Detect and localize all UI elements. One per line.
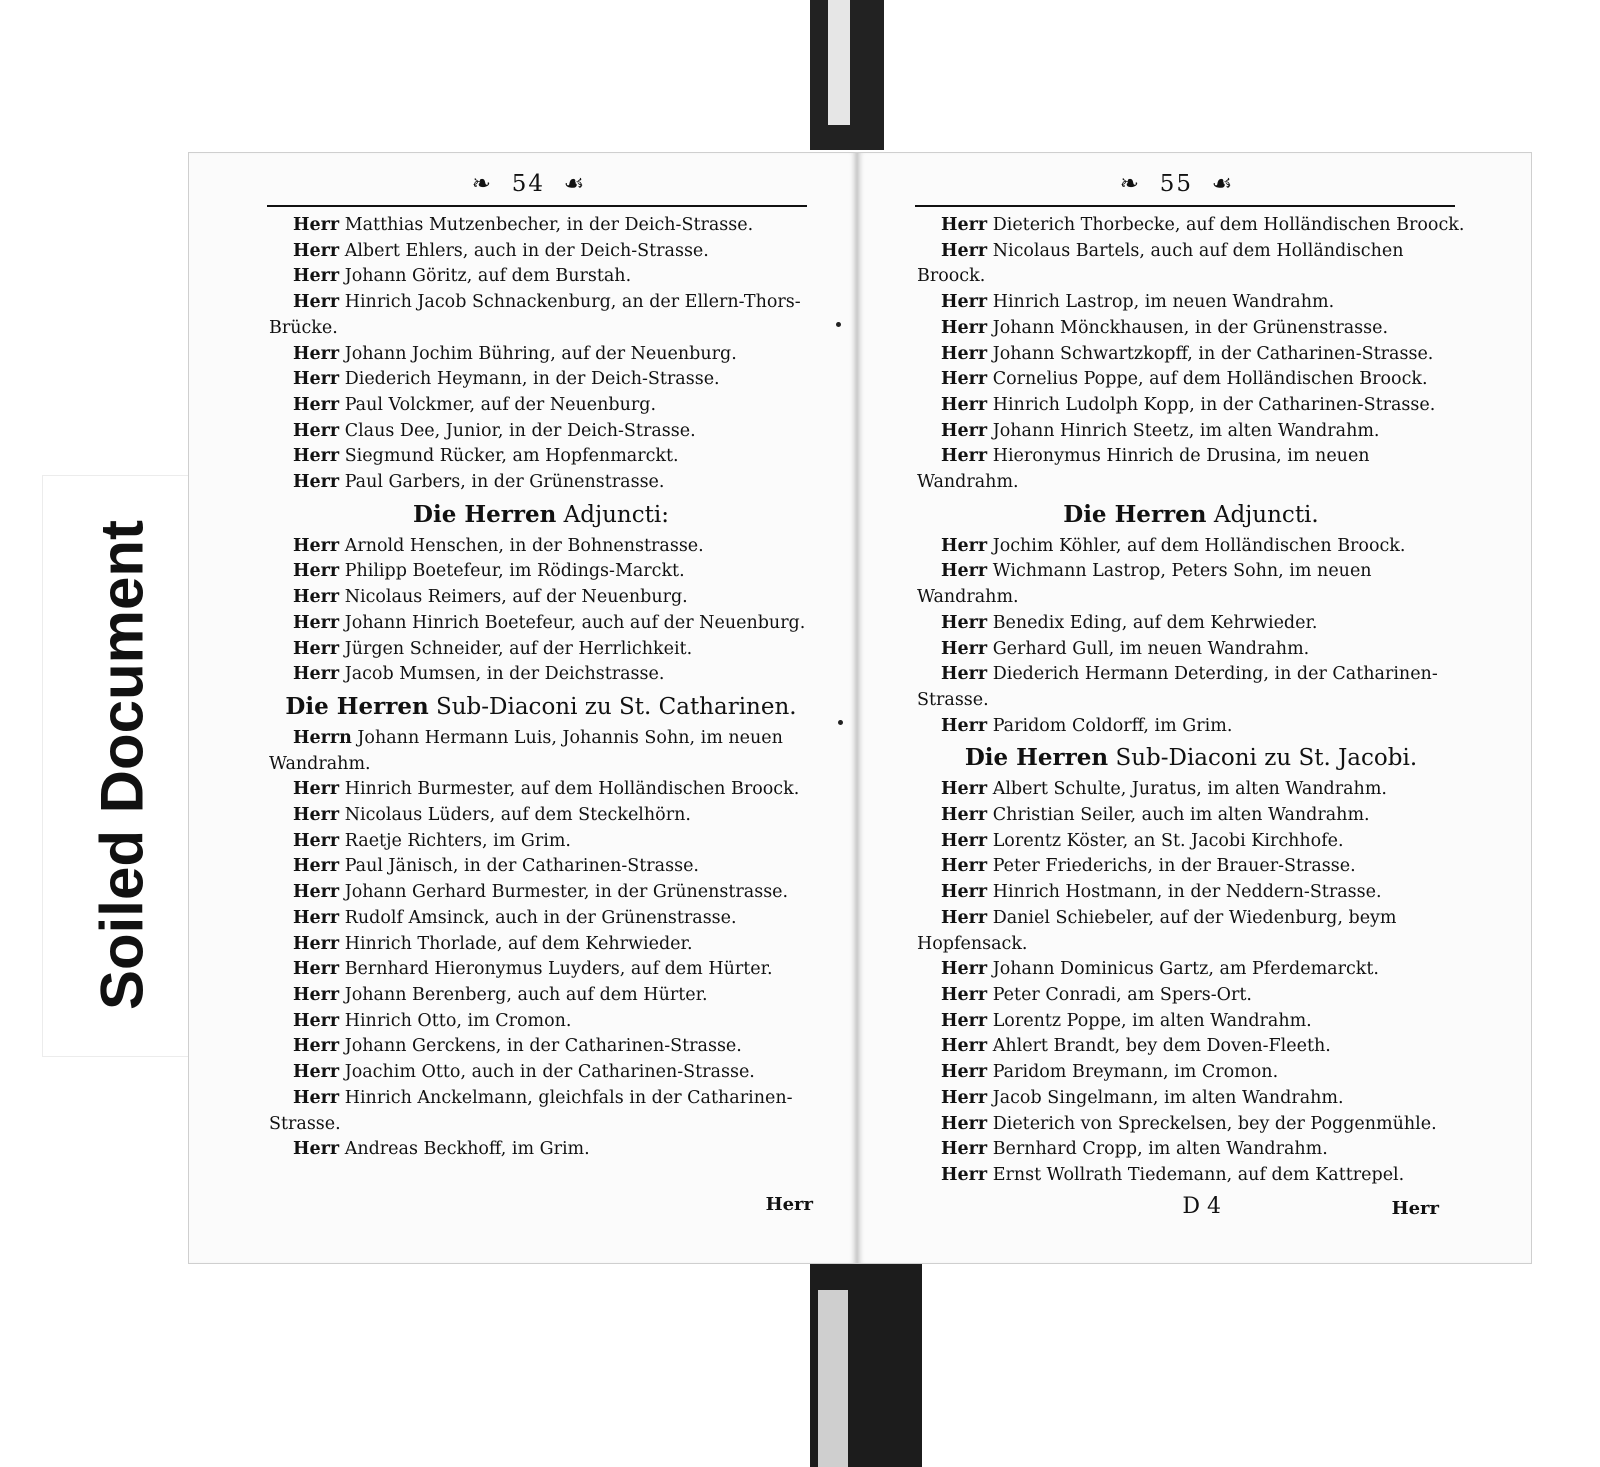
header-ornament-left-icon: ❧ bbox=[471, 171, 512, 197]
catchword: Herr bbox=[1391, 1198, 1439, 1219]
entry-title: Herr bbox=[293, 856, 340, 877]
entry-title: Herr bbox=[293, 959, 340, 980]
page-number: 55 bbox=[1159, 171, 1193, 197]
entry-title: Herr bbox=[293, 1087, 340, 1108]
entry-title: Herr bbox=[941, 1087, 988, 1108]
header-rule bbox=[267, 205, 807, 207]
binding-strip-top bbox=[810, 0, 884, 150]
entry-list bbox=[269, 726, 813, 1163]
speck bbox=[838, 720, 843, 725]
entry-text: Paridom Coldorff, im Grim. bbox=[992, 715, 1233, 736]
list-item bbox=[269, 470, 813, 496]
entry-text: Nicolaus Lüders, auf dem Steckelhörn. bbox=[344, 805, 691, 826]
entry-title: Herr bbox=[941, 1036, 988, 1057]
list-item bbox=[917, 559, 1465, 610]
entry-list bbox=[917, 534, 1465, 740]
soiled-document-label: Soiled Document bbox=[88, 519, 156, 1011]
entry-text: Diederich Heymann, in der Deich-Strasse. bbox=[344, 369, 720, 390]
page-number: 54 bbox=[511, 171, 545, 197]
entry-text: Jürgen Schneider, auf der Herrlichkeit. bbox=[344, 638, 693, 659]
entry-title: Herr bbox=[941, 907, 988, 928]
entry-text: Arnold Henschen, in der Bohnenstrasse. bbox=[344, 535, 704, 556]
entry-text: Johann Mönckhausen, in der Grünenstrasse. bbox=[992, 317, 1389, 338]
entry-text: Johann Dominicus Gartz, am Pferdemarckt. bbox=[992, 959, 1379, 980]
entry-title: Herr bbox=[293, 907, 340, 928]
entry-list bbox=[917, 213, 1465, 496]
entry-title: Herr bbox=[293, 215, 340, 235]
entry-text: Philipp Boetefeur, im Rödings-Marckt. bbox=[344, 561, 685, 582]
entry-title: Herr bbox=[941, 1010, 988, 1031]
entry-title: Herr bbox=[941, 215, 988, 235]
header-ornament-right-icon: ☙ bbox=[1192, 171, 1235, 197]
list-item bbox=[269, 393, 813, 419]
entry-title: Herr bbox=[941, 343, 988, 364]
list-item bbox=[917, 316, 1465, 342]
entry-title: Herr bbox=[941, 394, 988, 415]
entry-text: Andreas Beckhoff, im Grim. bbox=[344, 1139, 590, 1160]
signature-mark: D 4 bbox=[1182, 1194, 1221, 1219]
entry-text: Siegmund Rücker, am Hopfenmarckt. bbox=[344, 446, 679, 467]
entry-title: Herr bbox=[941, 805, 988, 826]
entry-text: Albert Schulte, Juratus, im alten Wandrahm. bbox=[992, 779, 1387, 800]
entry-title: Herr bbox=[293, 779, 340, 800]
list-item bbox=[917, 906, 1465, 957]
list-item bbox=[269, 534, 813, 560]
list-item bbox=[269, 559, 813, 585]
entry-title: Herr bbox=[941, 446, 988, 467]
list-item bbox=[917, 534, 1465, 560]
list-item bbox=[917, 367, 1465, 393]
entry-text: Jacob Mumsen, in der Deichstrasse. bbox=[344, 664, 665, 685]
entry-text: Johann Hinrich Steetz, im alten Wandrahm. bbox=[992, 420, 1380, 441]
list-item bbox=[269, 239, 813, 265]
left-page bbox=[188, 152, 858, 1264]
entry-title: Herr bbox=[293, 984, 340, 1005]
list-item bbox=[269, 777, 813, 803]
entry-title: Herr bbox=[941, 317, 988, 338]
list-item bbox=[917, 637, 1465, 663]
list-item bbox=[917, 342, 1465, 368]
entry-text: Claus Dee, Junior, in der Deich-Strasse. bbox=[344, 420, 696, 441]
entry-title: Herr bbox=[293, 446, 340, 467]
entry-text: Benedix Eding, auf dem Kehrwieder. bbox=[992, 612, 1318, 633]
page-number-header bbox=[259, 171, 799, 199]
entry-title: Herr bbox=[293, 240, 340, 261]
entry-title: Herr bbox=[941, 1113, 988, 1134]
entry-title: Herr bbox=[293, 292, 340, 313]
entry-text: Hinrich Anckelmann, gleichfals in der Catharinen-Strasse. bbox=[269, 1087, 793, 1134]
list-item bbox=[917, 444, 1465, 495]
entry-text: Wichmann Lastrop, Peters Sohn, im neuen Wandrahm. bbox=[917, 561, 1372, 608]
entry-title: Herr bbox=[293, 266, 340, 287]
entry-text: Johann Jochim Bühring, auf der Neuenburg. bbox=[344, 343, 737, 364]
catchword: Herr bbox=[765, 1194, 813, 1215]
list-item bbox=[269, 213, 813, 239]
entry-text: Raetje Richters, im Grim. bbox=[344, 830, 571, 851]
entry-text: Diederich Hermann Deterding, in der Catharinen-Strasse. bbox=[917, 664, 1438, 710]
entry-text: Rudolf Amsinck, auch in der Grünenstrasse. bbox=[344, 907, 737, 928]
entry-text: Gerhard Gull, im neuen Wandrahm. bbox=[992, 638, 1310, 659]
entry-title: Herr bbox=[293, 472, 340, 493]
entry-title: Herr bbox=[293, 535, 340, 556]
list-item bbox=[917, 290, 1465, 316]
entry-title: Herr bbox=[293, 805, 340, 826]
entry-text: Hinrich Otto, im Cromon. bbox=[344, 1010, 572, 1031]
entry-title: Herr bbox=[941, 830, 988, 851]
list-item bbox=[917, 1009, 1465, 1035]
page-number-header bbox=[907, 171, 1447, 199]
entry-title: Herr bbox=[293, 394, 340, 415]
entry-title: Herr bbox=[293, 1010, 340, 1031]
list-item bbox=[917, 714, 1465, 740]
entry-title: Herr bbox=[941, 535, 988, 556]
entry-title: Herr bbox=[293, 638, 340, 659]
entry-text: Johann Hermann Luis, Johannis Sohn, im neuen Wandrahm. bbox=[269, 727, 783, 774]
section-heading-adjuncti: Die Herren Adjuncti. bbox=[1063, 500, 1319, 528]
entry-text: Daniel Schiebeler, auf der Wiedenburg, beym Hopfensack. bbox=[917, 907, 1397, 954]
entry-text: Nicolaus Bartels, auch auf dem Holländischen Broock. bbox=[917, 240, 1404, 287]
list-item bbox=[917, 239, 1465, 290]
right-page-content bbox=[917, 213, 1465, 1189]
entry-title: Herr bbox=[293, 420, 340, 441]
entry-text: Peter Friederichs, in der Brauer-Strasse. bbox=[992, 856, 1356, 877]
entry-text: Ernst Wollrath Tiedemann, auf dem Kattrepel. bbox=[992, 1164, 1405, 1185]
list-item bbox=[917, 957, 1465, 983]
entry-title: Herr bbox=[941, 664, 988, 685]
list-item bbox=[269, 419, 813, 445]
list-item bbox=[917, 1112, 1465, 1138]
list-item bbox=[917, 777, 1465, 803]
entry-text: Lorentz Köster, an St. Jacobi Kirchhofe. bbox=[992, 830, 1344, 851]
list-item bbox=[917, 854, 1465, 880]
list-item bbox=[269, 726, 813, 777]
entry-title: Herr bbox=[293, 933, 340, 954]
entry-title: Herr bbox=[941, 984, 988, 1005]
entry-text: Nicolaus Reimers, auf der Neuenburg. bbox=[344, 587, 688, 608]
entry-title: Herr bbox=[293, 1139, 340, 1160]
list-item bbox=[269, 585, 813, 611]
list-item bbox=[917, 419, 1465, 445]
list-item bbox=[269, 983, 813, 1009]
section-heading-adjuncti: Die Herren Adjuncti: bbox=[413, 500, 669, 528]
list-item bbox=[269, 957, 813, 983]
entry-text: Johann Gerhard Burmester, in der Grünenstrasse. bbox=[344, 882, 789, 903]
entry-text: Ahlert Brandt, bey dem Doven-Fleeth. bbox=[992, 1036, 1331, 1057]
entry-text: Hinrich Thorlade, auf dem Kehrwieder. bbox=[344, 933, 693, 954]
entry-title: Herr bbox=[941, 882, 988, 903]
list-item bbox=[269, 803, 813, 829]
entry-title: Herr bbox=[293, 882, 340, 903]
entry-title: Herr bbox=[293, 830, 340, 851]
entry-text: Hinrich Jacob Schnackenburg, an der Ellern-Thors-Brücke. bbox=[269, 292, 801, 338]
list-item bbox=[269, 290, 813, 341]
entry-text: Lorentz Poppe, im alten Wandrahm. bbox=[992, 1010, 1312, 1031]
list-item bbox=[269, 829, 813, 855]
list-item bbox=[269, 854, 813, 880]
entry-title: Herr bbox=[941, 369, 988, 390]
list-item bbox=[269, 611, 813, 637]
list-item bbox=[269, 1009, 813, 1035]
list-item bbox=[269, 662, 813, 688]
header-rule bbox=[915, 205, 1455, 207]
entry-title: Herr bbox=[941, 240, 988, 261]
entry-title: Herr bbox=[941, 1139, 988, 1160]
list-item bbox=[269, 932, 813, 958]
list-item bbox=[917, 829, 1465, 855]
entry-list bbox=[269, 213, 813, 496]
entry-title: Herr bbox=[941, 1164, 988, 1185]
right-page bbox=[856, 152, 1532, 1264]
entry-text: Peter Conradi, am Spers-Ort. bbox=[992, 984, 1252, 1005]
entry-text: Joachim Otto, auch in der Catharinen-Strasse. bbox=[344, 1062, 755, 1083]
entry-text: Dieterich von Spreckelsen, bey der Poggenmühle. bbox=[992, 1113, 1437, 1134]
list-item bbox=[269, 1034, 813, 1060]
entry-title: Herr bbox=[293, 1036, 340, 1057]
list-item bbox=[917, 1137, 1465, 1163]
entry-text: Paul Garbers, in der Grünenstrasse. bbox=[344, 472, 665, 493]
entry-text: Hieronymus Hinrich de Drusina, im neuen Wandrahm. bbox=[917, 446, 1370, 493]
left-page-content bbox=[269, 213, 813, 1163]
list-item bbox=[917, 983, 1465, 1009]
list-item bbox=[917, 1034, 1465, 1060]
entry-title: Herr bbox=[941, 715, 988, 736]
list-item bbox=[269, 637, 813, 663]
entry-text: Johann Schwartzkopff, in der Catharinen-Strasse. bbox=[992, 343, 1434, 364]
entry-title: Herr bbox=[293, 612, 340, 633]
entry-text: Paridom Breymann, im Cromon. bbox=[992, 1062, 1279, 1083]
section-heading-sub-diaconi: Die Herren Sub-Diaconi zu St. Jacobi. bbox=[964, 744, 1418, 772]
list-item bbox=[269, 342, 813, 368]
list-item bbox=[269, 444, 813, 470]
entry-title: Herr bbox=[941, 292, 988, 313]
list-item bbox=[269, 367, 813, 393]
entry-title: Herr bbox=[293, 1062, 340, 1083]
entry-text: Hinrich Ludolph Kopp, in der Catharinen-Strasse. bbox=[992, 394, 1436, 415]
entry-text: Paul Jänisch, in der Catharinen-Strasse. bbox=[344, 856, 699, 877]
entry-text: Matthias Mutzenbecher, in der Deich-Strasse. bbox=[344, 215, 754, 235]
entry-text: Albert Ehlers, auch in der Deich-Strasse. bbox=[344, 240, 709, 261]
entry-text: Cornelius Poppe, auf dem Holländischen Broock. bbox=[992, 369, 1428, 390]
entry-text: Paul Volckmer, auf der Neuenburg. bbox=[344, 394, 657, 415]
list-item bbox=[917, 803, 1465, 829]
entry-text: Johann Berenberg, auch auf dem Hürter. bbox=[344, 984, 708, 1005]
header-ornament-right-icon: ☙ bbox=[544, 171, 587, 197]
entry-title: Herr bbox=[941, 1062, 988, 1083]
entry-text: Bernhard Hieronymus Luyders, auf dem Hürter. bbox=[344, 959, 773, 980]
entry-text: Hinrich Hostmann, in der Neddern-Strasse. bbox=[992, 882, 1382, 903]
entry-list bbox=[917, 777, 1465, 1188]
entry-text: Dieterich Thorbecke, auf dem Holländischen Broock. bbox=[992, 215, 1465, 235]
list-item bbox=[917, 1163, 1465, 1189]
entry-text: Jochim Köhler, auf dem Holländischen Broock. bbox=[992, 535, 1406, 556]
entry-text: Johann Gerckens, in der Catharinen-Strasse. bbox=[344, 1036, 742, 1057]
entry-text: Johann Göritz, auf dem Burstah. bbox=[344, 266, 632, 287]
list-item bbox=[917, 1060, 1465, 1086]
entry-title: Herr bbox=[941, 612, 988, 633]
list-item bbox=[269, 880, 813, 906]
entry-text: Bernhard Cropp, im alten Wandrahm. bbox=[992, 1139, 1328, 1160]
entry-list bbox=[269, 534, 813, 688]
entry-text: Hinrich Lastrop, im neuen Wandrahm. bbox=[992, 292, 1335, 313]
header-ornament-left-icon: ❧ bbox=[1119, 171, 1160, 197]
binding-strip-bottom bbox=[810, 1262, 922, 1467]
list-item bbox=[917, 662, 1465, 713]
entry-title: Herr bbox=[941, 638, 988, 659]
entry-text: Jacob Singelmann, im alten Wandrahm. bbox=[992, 1087, 1344, 1108]
entry-title: Herr bbox=[293, 561, 340, 582]
entry-title: Herr bbox=[293, 587, 340, 608]
list-item bbox=[917, 213, 1465, 239]
entry-title: Herr bbox=[293, 369, 340, 390]
list-item bbox=[917, 1086, 1465, 1112]
entry-title: Herr bbox=[941, 959, 988, 980]
entry-text: Johann Hinrich Boetefeur, auch auf der Neuenburg. bbox=[344, 612, 806, 633]
list-item bbox=[269, 1086, 813, 1137]
list-item bbox=[269, 264, 813, 290]
list-item bbox=[269, 1137, 813, 1163]
entry-title: Herr bbox=[293, 343, 340, 364]
entry-text: Christian Seiler, auch im alten Wandrahm. bbox=[992, 805, 1370, 826]
entry-title: Herr bbox=[941, 420, 988, 441]
list-item bbox=[917, 880, 1465, 906]
entry-title: Herrn bbox=[293, 727, 352, 748]
entry-title: Herr bbox=[941, 779, 988, 800]
entry-text: Hinrich Burmester, auf dem Holländischen Broock. bbox=[344, 779, 800, 800]
entry-title: Herr bbox=[941, 856, 988, 877]
list-item bbox=[917, 611, 1465, 637]
entry-title: Herr bbox=[293, 664, 340, 685]
list-item bbox=[917, 393, 1465, 419]
list-item bbox=[269, 1060, 813, 1086]
entry-title: Herr bbox=[941, 561, 988, 582]
list-item bbox=[269, 906, 813, 932]
speck bbox=[836, 322, 841, 327]
section-heading-sub-diaconi: Die Herren Sub-Diaconi zu St. Catharinen. bbox=[285, 692, 797, 720]
